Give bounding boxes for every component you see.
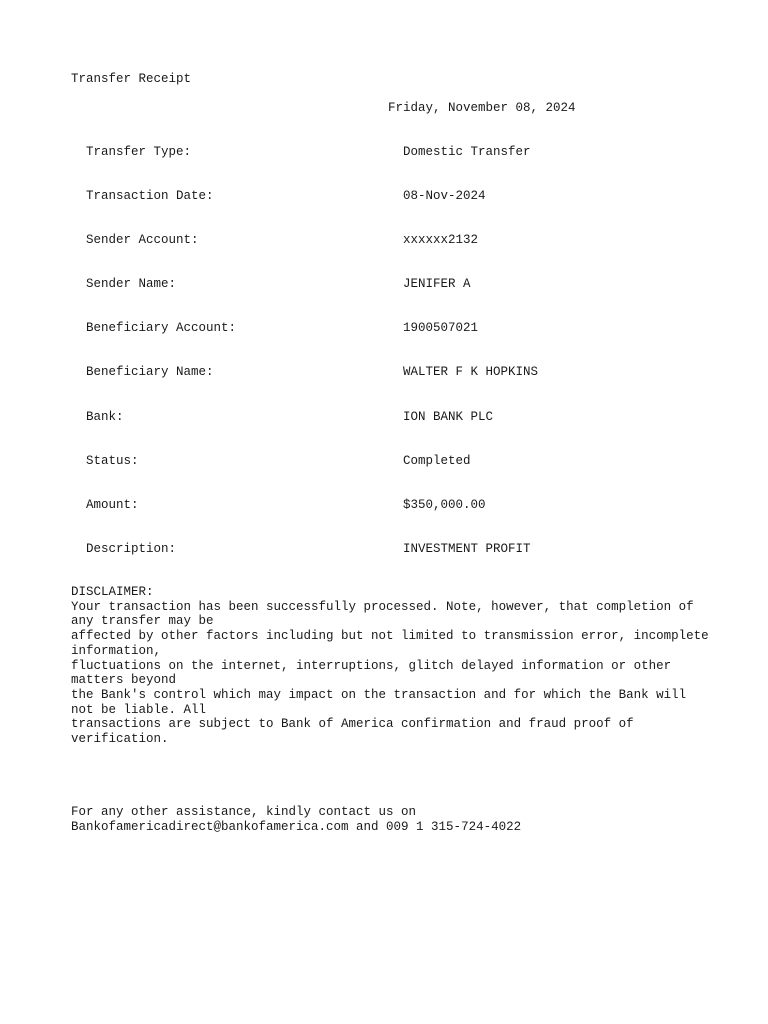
- field-value: ION BANK PLC: [403, 409, 494, 424]
- disclaimer-line: transactions are subject to Bank of America confirmation and fraud proof of verification.: [71, 717, 634, 747]
- field-label: Description:: [86, 541, 177, 556]
- field-value: JENIFER A: [403, 277, 471, 292]
- field-label: Sender Account:: [86, 233, 199, 248]
- field-label: Beneficiary Account:: [86, 321, 237, 336]
- field-value: xxxxxx2132: [403, 233, 479, 248]
- receipt-title: Transfer Receipt: [71, 72, 192, 86]
- field-label: Transfer Type:: [86, 145, 192, 159]
- disclaimer-block: [71, 585, 711, 747]
- disclaimer-line: the Bank's control which may impact on the transaction and for which the Bank will not be liable. All: [71, 687, 687, 717]
- field-amount: [86, 498, 706, 542]
- field-status: [86, 454, 706, 498]
- field-value: WALTER F K HOPKINS: [403, 365, 539, 380]
- receipt-date: Friday, November 08, 2024: [388, 101, 576, 115]
- contact-details: Bankofamericadirect@bankofamerica.com and 009 1 315-724-4022: [71, 819, 522, 834]
- field-label: Amount:: [86, 497, 139, 512]
- contact-intro: For any other assistance, kindly contact us on: [71, 805, 417, 819]
- field-value: $350,000.00: [403, 497, 486, 512]
- field-value: Completed: [403, 453, 471, 468]
- field-sender-name: [86, 277, 706, 321]
- field-bank: [86, 410, 706, 454]
- field-beneficiary-name: [86, 365, 706, 409]
- field-description: [86, 542, 706, 586]
- contact-block: [71, 805, 711, 834]
- receipt-fields: [86, 145, 706, 586]
- field-value: INVESTMENT PROFIT: [403, 541, 531, 556]
- field-label: Transaction Date:: [86, 189, 214, 204]
- field-label: Sender Name:: [86, 277, 177, 292]
- field-label: Bank:: [86, 409, 124, 424]
- field-sender-account: [86, 233, 706, 277]
- disclaimer-line: affected by other factors including but not limited to transmission error, incomplete information,: [71, 629, 709, 658]
- field-beneficiary-account: [86, 321, 706, 365]
- field-transaction-date: [86, 189, 706, 233]
- field-label: Beneficiary Name:: [86, 365, 214, 380]
- field-value: 1900507021: [403, 321, 479, 336]
- disclaimer-line: Your transaction has been successfully processed. Note, however, that completion of any transfer may be: [71, 599, 694, 629]
- disclaimer-heading: DISCLAIMER:: [71, 585, 154, 599]
- field-transfer-type: [86, 145, 706, 189]
- disclaimer-line: fluctuations on the internet, interruptions, glitch delayed information or other matters beyond: [71, 658, 672, 688]
- field-value: 08-Nov-2024: [403, 189, 486, 204]
- field-label: Status:: [86, 453, 139, 468]
- field-value: Domestic Transfer: [403, 145, 531, 159]
